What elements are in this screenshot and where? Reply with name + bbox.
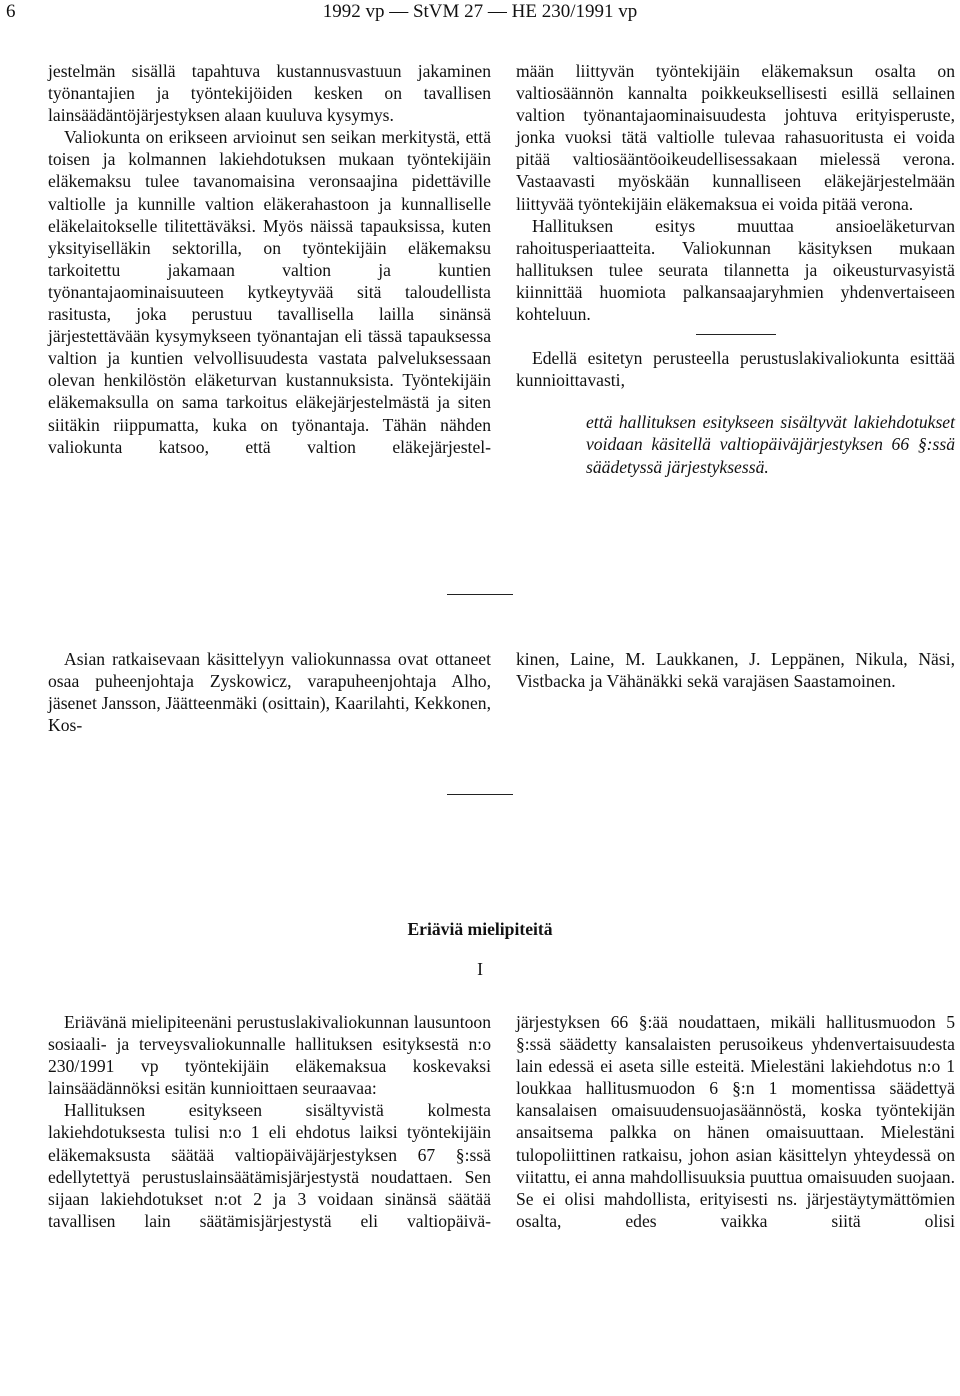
section-divider-1: [447, 594, 513, 595]
right-paragraph-2: Hallituksen esitys muuttaa ansioeläketurvan rahoitusperiaatteita. Valiokunnan käsityksen mukaan hallituksen tulee seurata tilannetta ja oikeusturvasyistä kiinnittää huomiota palkansaajaryhmien yhdenvertaiseen kohteluun.: [516, 215, 955, 325]
dissent-heading: Eriäviä mielipiteitä: [407, 919, 553, 939]
dissent-left-column: [48, 1011, 491, 1232]
resolution-text: että hallituksen esitykseen sisältyvät lakiehdotukset voidaan käsitellä valtiopäiväjärjestyksen 66 §:ssä säädetyssä järjestyksessä.: [586, 412, 955, 477]
participants-right-text: kinen, Laine, M. Laukkanen, J. Leppänen, Nikula, Näsi, Vistbacka ja Vähänäkki sekä varajäsen Saastamoinen.: [516, 649, 955, 692]
dissent-left-paragraph-2: Hallituksen esitykseen sisältyvistä kolmesta lakiehdotuksesta tulisi n:o 1 eli ehdotus laiksi työntekijäin eläkemaksusta säätää valtiopäiväjärjestyksen 67 §:ssä edellytettyä perustuslainsäätämisjärjestystä noudattaen. Sen sijaan lakiehdotukset n:ot 2 ja 3 voidaan sinänsä säätää tavallisen lain säätämisjärjestystä eli valtiopäivä-: [48, 1100, 491, 1231]
participants-left-text: Asian ratkaisevaan käsittelyyn valiokunnassa ovat ottaneet osaa puheenjohtaja Zyskowicz, varapuheenjohtaja Alho, jäsenet Jansson, Jäätteenmäki (osittain), Kaarilahti, Kekkonen, Kos-: [48, 649, 491, 736]
left-column: [48, 60, 491, 458]
left-paragraph-1: jestelmän sisällä tapahtuva kustannusvastuun jakaminen työnantajien ja työntekijöiden kesken on tavallisen lainsäädäntöjärjestyksen alaan kuuluva kysymys.: [48, 61, 491, 126]
section-divider-2: [447, 794, 513, 795]
right-paragraph-3: Edellä esitetyn perusteella perustuslakivaliokunta esittää kunnioittavasti,: [516, 348, 955, 391]
right-column: [516, 60, 955, 478]
dissent-numeral: I: [477, 959, 483, 979]
running-title: 1992 vp — StVM 27 — HE 230/1991 vp: [322, 1, 638, 22]
dissent-right-paragraph-1: järjestyksen 66 §:ää noudattaen, mikäli hallitusmuodon 5 §:ssä säädetty kansalaisten perusoikeus yhdenvertaisuudesta lain edessä ei aseta sille esteitä. Mielestäni lakiehdotus n:o 1 loukkaa hallitusmuodon 6 §:n 1 momentissa säädettyä kansalaisen omaisuudensuojasäännöstä, koska työntekijän ansaitsema palkka on hänen omaisuuttaan. Mielestäni tulopoliittinen ratkaisu, johon asian käsittelyn yhteydessä on viitattu, ei anna mahdollisuuksia puuttua omaisuuden suojaan. Se ei olisi mahdollista, erityisesti ns. järjestäytymättömien osalta, edes vaikka siitä olisi: [516, 1012, 955, 1231]
left-paragraph-2: Valiokunta on erikseen arvioinut sen seikan merkitystä, että toisen ja kolmannen lakiehdotuksen mukaan työntekijäin eläkemaksu tulee tavanomaisina veronsaajina pidettäville valtiolle ja kunnille valtion eläkerahastoon ja kunnalliselle eläkelaitokselle tilitettäväksi. Myös näissä tapauksissa, kuten yksityiselläkin sektorilla, on työntekijäin eläkemaksu tarkoitettu jakamaan valtion ja kuntien työnantajaominaisuuteen kytkeytyvää sitä taloudellista rasitusta, joka perustuu tavallisella lailla sinänsä järjestettävään kysymykseen työnantajan eli tässä tapauksessa valtion ja kuntien velvollisuudesta vastata palveluksessaan olevan henkilöstön eläketurvan kustannuksista. Työntekijäin eläkemaksulla on sama tarkoitus eläkejärjestelmästä ja siten siitäkin riippumatta, kuka on työnantaja. Tähän nähden valiokunta katsoo, että valtion eläkejärjestel-: [48, 127, 491, 457]
page-number: 6: [6, 1, 16, 22]
participants-right: [516, 648, 955, 692]
short-divider: [696, 334, 776, 335]
page-header: [0, 0, 960, 30]
right-paragraph-1: mään liittyvän työntekijäin eläkemaksun osalta on valtiosäännön kannalta poikkeuksellisesti esillä sellainen valtion työnantajaominaisuudesta johtuva erityisperuste, jonka vuoksi tätä valtiolle tulevaa rahasuoritusta ei voida pitää valtiosääntöoikeudellisessakaan mielessä verona. Vastaavasti myöskään kunnalliseen eläkejärjestelmään liittyvää työntekijäin eläkemaksua ei voida pitää verona.: [516, 61, 955, 214]
dissent-left-paragraph-1: Eriävänä mielipiteenäni perustuslakivaliokunnan lausuntoon sosiaali- ja terveysvaliokunnalle hallituksen esityksestä n:o 230/1991 vp työntekijäin eläkemaksua koskevaksi lainsäädännöksi esitän kunnioittaen seuraavaa:: [48, 1012, 491, 1099]
dissent-right-column: [516, 1011, 955, 1232]
participants-left: [48, 648, 491, 736]
